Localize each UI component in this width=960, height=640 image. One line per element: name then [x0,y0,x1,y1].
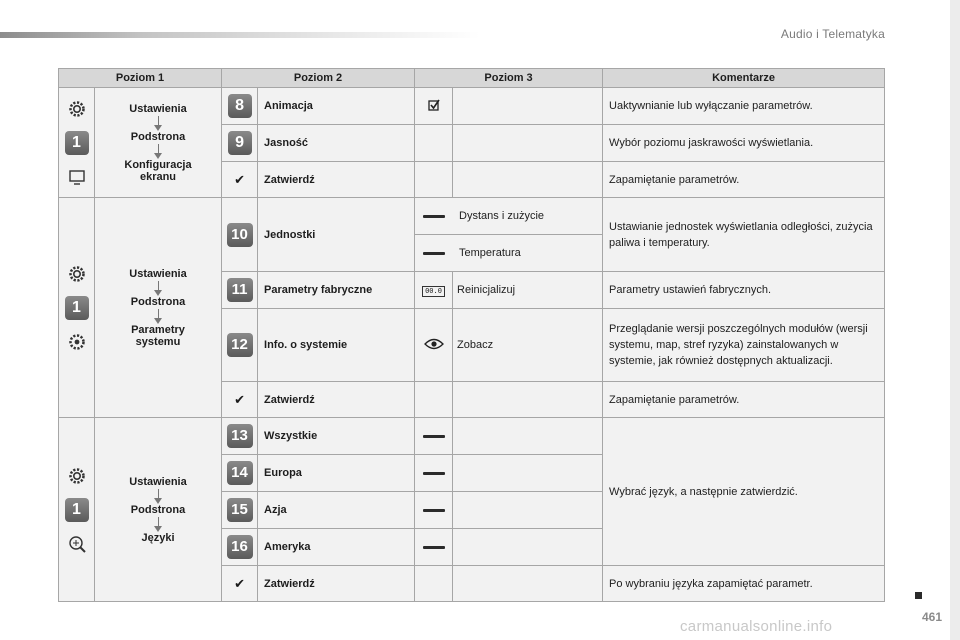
comment-cell: Wybrać język, a następnie zatwierdzić. [603,418,885,566]
level3-label: Zobacz [453,309,603,382]
language-icon [67,534,87,554]
level3-symbol [415,492,453,529]
comment-cell: Zapamiętanie parametrów. [603,382,885,418]
flow-arrow-icon [158,144,159,154]
watermark: carmanualsonline.info [680,618,833,635]
level3-label [453,382,603,418]
level2-label: Parametry fabryczne [258,272,415,309]
level3-label [453,162,603,198]
flow-step-system-params: Parametry systemu [131,323,185,348]
level2-number: 11 [222,272,258,309]
level3-symbol [415,88,453,125]
level2-label: Azja [258,492,415,529]
level1-number-badge: 1 [65,131,89,155]
level2-label: Wszystkie [258,418,415,455]
column-header-level2: Poziom 2 [222,69,415,88]
dash-icon [423,546,445,549]
list-item [415,234,602,271]
level1-icons [59,418,95,602]
level2-label: Jasność [258,125,415,162]
level2-label: Jednostki [258,198,415,272]
level2-number: 15 [222,492,258,529]
table-row [59,418,885,455]
comment-cell: Zapamiętanie parametrów. [603,162,885,198]
level2-label: Zatwierdź [258,382,415,418]
comment-cell: Parametry ustawień fabrycznych. [603,272,885,309]
level3-label: Dystans i zużycie [459,210,545,222]
level3-symbol [415,455,453,492]
level3-label: Reinicjalizuj [453,272,603,309]
reset-icon: 00.0 [422,286,445,297]
flow-step-languages: Języki [141,531,175,544]
level3-symbol [415,125,453,162]
level3-symbol [415,309,453,382]
level3-symbol [415,566,453,602]
flow-step-screen-config: Konfiguracja ekranu [124,158,192,183]
level3-label [453,529,603,566]
level1-flow [95,418,222,602]
comment-cell: Uaktywnianie lub wyłączanie parametrów. [603,88,885,125]
page-header-title: Audio i Telematyka [780,27,885,41]
settings-table [58,68,885,602]
level2-number: 14 [222,455,258,492]
level2-label: Animacja [258,88,415,125]
flow-step-subpage: Podstrona [130,295,186,308]
table-row [59,198,885,272]
comment-cell: Przeglądanie wersji poszczególnych modułów (wersji systemu, map, stref ryzyka) zainstalowanych w systemie, jak również dostępnych aktualizacji. [603,309,885,382]
level2-number: 8 [222,88,258,125]
flow-arrow-icon [158,517,159,527]
level2-number: 12 [222,309,258,382]
eye-icon [424,337,444,351]
flow-step-settings: Ustawienia [129,267,187,280]
flow-arrow-icon [158,489,159,499]
level1-icons [59,88,95,198]
level1-icons [59,198,95,418]
flow-arrow-icon [158,309,159,319]
level3-label: Temperatura [459,247,521,259]
level3-label [453,125,603,162]
flow-arrow-icon [158,116,159,126]
flow-step-settings: Ustawienia [129,102,187,115]
flow-arrow-icon [158,281,159,291]
level2-label: Info. o systemie [258,309,415,382]
level3-label [453,566,603,602]
level2-label: Ameryka [258,529,415,566]
check-icon: ✔ [234,391,245,407]
units-sub-options [415,198,603,272]
settings-gear-icon [67,99,87,119]
column-header-level3: Poziom 3 [415,69,603,88]
dash-icon [423,472,445,475]
level3-symbol [415,529,453,566]
level2-label: Europa [258,455,415,492]
level1-flow [95,88,222,198]
level3-label [453,418,603,455]
column-header-level1: Poziom 1 [59,69,222,88]
level1-flow [95,198,222,418]
comment-cell: Wybór poziomu jaskrawości wyświetlania. [603,125,885,162]
flow-step-subpage: Podstrona [130,503,186,516]
level3-label [453,492,603,529]
header-bar [0,32,480,38]
confirm-check-cell [222,566,258,602]
dash-icon [423,509,445,512]
dash-icon [423,435,445,438]
level2-label: Zatwierdź [258,162,415,198]
level3-symbol [415,418,453,455]
system-settings-icon [67,332,87,352]
comment-cell: Po wybraniu języka zapamiętać parametr. [603,566,885,602]
comment-cell: Ustawianie jednostek wyświetlania odległości, zużycia paliwa i temperatury. [603,198,885,272]
page-number: 461 [921,610,942,624]
level3-symbol [415,382,453,418]
confirm-check-cell [222,162,258,198]
column-header-comments: Komentarze [603,69,885,88]
dash-icon [423,215,445,218]
settings-gear-icon [67,264,87,284]
table-row [59,88,885,125]
check-icon: ✔ [234,575,245,591]
table-header-row [59,69,885,88]
screen-config-icon [67,167,87,187]
check-icon: ✔ [234,171,245,187]
page-edge-bar [950,0,960,640]
flow-step-subpage: Podstrona [130,130,186,143]
level3-symbol [415,162,453,198]
dash-icon [423,252,445,255]
settings-gear-icon [67,466,87,486]
level2-number: 10 [222,198,258,272]
level3-label [453,455,603,492]
page-corner-mark [915,592,922,599]
level3-label [453,88,603,125]
level2-number: 9 [222,125,258,162]
level3-symbol [415,272,453,309]
flow-step-settings: Ustawienia [129,475,187,488]
level2-number: 13 [222,418,258,455]
level2-number: 16 [222,529,258,566]
level1-number-badge: 1 [65,296,89,320]
checkbox-icon [427,98,441,112]
list-item [415,198,602,234]
level1-number-badge: 1 [65,498,89,522]
confirm-check-cell [222,382,258,418]
level2-label: Zatwierdź [258,566,415,602]
